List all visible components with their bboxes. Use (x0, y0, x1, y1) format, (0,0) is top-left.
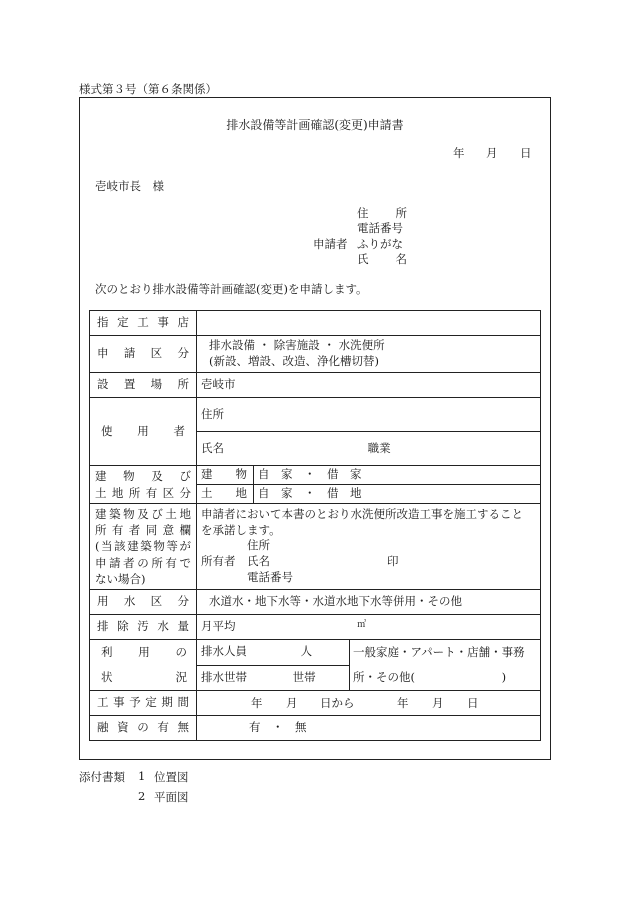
form-title: 排水設備等計画確認(変更)申請書 (226, 118, 404, 132)
user-label: 使用者 (101, 423, 185, 438)
row-location (90, 373, 541, 398)
persons-label: 排水人員 (201, 644, 247, 659)
water-option[interactable]: 水道水・地下水等・水道水地下水等併用・その他 (197, 590, 541, 615)
applicant-address-label: 住 所 (357, 206, 407, 220)
consent-text-line1: 申請者において本書のとおり水洗便所改造工事を施工すること (201, 507, 523, 521)
land-option[interactable]: 自 家 ・ 借 地 (254, 485, 541, 504)
user-occupation-label: 職業 (367, 440, 391, 455)
category-field[interactable] (197, 336, 541, 373)
sewage-field[interactable] (197, 615, 541, 640)
schedule-from: 日から (320, 696, 355, 710)
households-label: 排水世帯 (201, 669, 247, 684)
building-type-line2-suffix: ) (501, 670, 507, 684)
owner-seal-label: 印 (387, 554, 399, 569)
land-label: 土 地 (197, 485, 254, 504)
schedule-year: 年 (251, 696, 263, 710)
date-month: 月 (486, 146, 498, 160)
attachments-label: 添付書類 (79, 770, 125, 784)
row-user-address (90, 398, 541, 432)
water-label: 用水区分 (90, 590, 197, 615)
building-type-field[interactable] (350, 640, 541, 691)
user-address-field[interactable]: 住所 (197, 398, 541, 432)
row-sewage (90, 615, 541, 640)
category-line2: (新設、増設、改造、浄化槽切替) (209, 354, 379, 368)
schedule-field[interactable] (197, 691, 541, 716)
row-building (90, 466, 541, 485)
owner-label: 所有者 (201, 554, 236, 569)
consent-label-line: 所有者同意欄 (95, 523, 191, 538)
usage-label-char: 利 (101, 645, 113, 659)
usage-label-char: の (175, 645, 187, 659)
owner-name-label: 氏名 (247, 554, 270, 569)
households-field[interactable] (197, 665, 350, 691)
category-label: 申請区分 (90, 336, 197, 373)
row-water (90, 590, 541, 615)
financing-label: 融資の有無 (90, 716, 197, 741)
contractor-label: 指定工事店 (90, 311, 197, 336)
attachment-name: 位置図 (154, 770, 189, 784)
location-label: 設置場所 (90, 373, 197, 398)
date-year: 年 (453, 146, 465, 160)
ownership-label-line2: 土地所有区分 (95, 485, 191, 500)
households-unit: 世帯 (292, 669, 316, 684)
persons-unit: 人 (300, 644, 313, 659)
building-label: 建 物 (197, 466, 254, 485)
row-category (90, 336, 541, 373)
row-contractor (90, 311, 541, 336)
attachment-number: 1 (138, 769, 146, 783)
schedule-year2: 年 (397, 696, 409, 710)
usage-label-char: 用 (138, 645, 150, 659)
sewage-label: 排除汚水量 (90, 615, 197, 640)
location-field[interactable]: 壱岐市 (197, 373, 541, 398)
schedule-month: 月 (286, 696, 298, 710)
ownership-label-cell (90, 466, 197, 504)
usage-label-cell (90, 640, 197, 691)
usage-label-char: 況 (175, 670, 187, 684)
row-usage-persons (90, 640, 541, 666)
consent-label-line: ない場合) (95, 571, 146, 586)
addressee: 壱岐市長 様 (95, 179, 164, 193)
row-schedule (90, 691, 541, 716)
date-day: 日 (520, 146, 532, 160)
row-consent (90, 504, 541, 590)
schedule-month2: 月 (432, 696, 444, 710)
application-statement: 次のとおり排水設備等計画確認(変更)を申請します。 (95, 282, 368, 296)
persons-field[interactable] (197, 640, 350, 666)
consent-label-line: 建築物及び土地 (95, 507, 191, 522)
owner-address-label: 住所 (247, 538, 270, 553)
user-label-cell (90, 398, 197, 466)
schedule-label: 工事予定期間 (90, 691, 197, 716)
consent-label-line: 申請者の所有で (95, 555, 191, 570)
applicant-name-label: 氏 名 (357, 252, 407, 266)
schedule-day2: 日 (467, 696, 479, 710)
financing-option[interactable]: 有 ・ 無 (197, 716, 541, 741)
applicant-furigana-label: ふりがな (357, 237, 403, 251)
owner-phone-label: 電話番号 (247, 570, 293, 585)
building-option[interactable]: 自 家 ・ 借 家 (254, 466, 541, 485)
consent-label-cell (90, 504, 197, 590)
building-type-line1: 一般家庭・アパート・店舗・事務 (353, 645, 525, 659)
row-financing (90, 716, 541, 741)
user-name-field[interactable] (197, 432, 541, 466)
attachment-number: 2 (138, 789, 146, 803)
consent-label-line: (当該建築物等が (95, 539, 191, 554)
applicant-phone-label: 電話番号 (357, 221, 403, 235)
consent-field[interactable] (197, 504, 541, 590)
application-table (89, 310, 541, 741)
consent-text-line2: を承諾します。 (201, 522, 281, 537)
contractor-field[interactable] (197, 311, 541, 336)
building-type-line2-prefix: 所・その他( (353, 670, 415, 684)
sewage-unit: ㎥ (357, 620, 367, 631)
sewage-prefix: 月平均 (201, 619, 236, 634)
attachment-name: 平面図 (154, 790, 189, 804)
form-number: 様式第３号（第６条関係） (79, 82, 217, 96)
usage-label-char: 状 (101, 670, 113, 684)
category-line1: 排水設備 ・ 除害施設 ・ 水洗便所 (209, 338, 385, 353)
user-name-label: 氏名 (201, 440, 224, 455)
applicant-label: 申請者 (313, 237, 348, 251)
ownership-label-line1: 建物及び (95, 469, 191, 484)
